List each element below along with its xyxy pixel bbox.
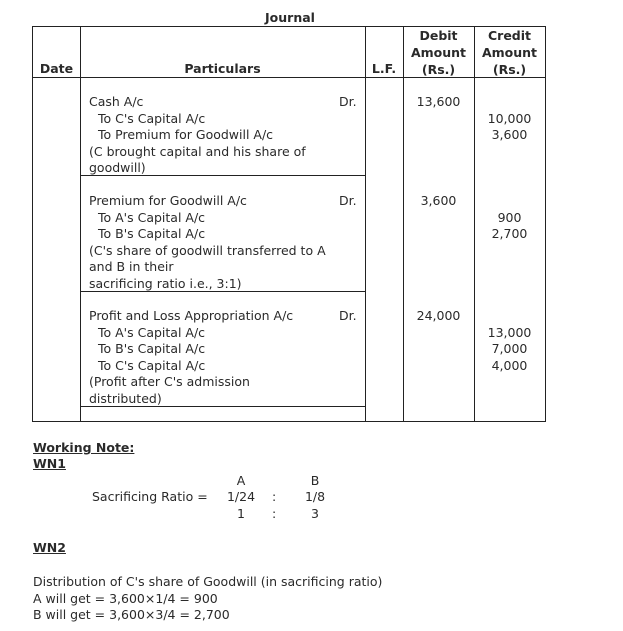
column-divider	[403, 27, 404, 421]
narration: (C's share of goodwill transferred to A	[89, 242, 326, 258]
wn1-label: WN1	[33, 456, 66, 471]
credit-account: To Premium for Goodwill A/c	[98, 127, 274, 142]
credit-amount: 900	[497, 209, 522, 225]
working-note-heading: Working Note:	[33, 440, 135, 455]
header-lf: L.F.	[371, 61, 397, 76]
credit-account: To A's Capital A/c	[98, 324, 206, 340]
debit-account: Premium for Goodwill A/c	[89, 193, 247, 208]
column-divider	[365, 27, 366, 421]
ratio-separator: :	[272, 489, 277, 504]
credit-amount: 2,700	[491, 226, 528, 241]
header-date: Date	[39, 61, 74, 76]
narration: and B in their	[89, 259, 174, 274]
wn2-description: Distribution of C's share of Goodwill (in sacrificing ratio)	[33, 574, 383, 589]
debit-amount: 13,600	[416, 94, 461, 109]
debit-account: Profit and Loss Appropriation A/c	[89, 308, 294, 323]
wn2-calculation: A will get = 3,600×1/4 = 900	[33, 591, 218, 606]
credit-account: To A's Capital A/c	[98, 209, 206, 225]
wn2-label: WN2	[33, 540, 66, 555]
ratio-col-b: B	[310, 473, 320, 488]
ratio-label: Sacrificing Ratio =	[92, 489, 208, 504]
journal-title: Journal	[265, 10, 315, 25]
column-divider	[80, 27, 81, 421]
dr-marker: Dr.	[339, 193, 357, 208]
ratio-b-value: 1/8	[304, 489, 326, 504]
narration: (C brought capital and his share of	[89, 143, 306, 159]
credit-account: To C's Capital A/c	[98, 357, 206, 373]
ratio-separator: :	[272, 506, 277, 521]
ratio-a-value: 1/24	[226, 489, 256, 504]
header-debit-amount: Debit Amount (Rs.)	[410, 28, 467, 77]
narration: distributed)	[89, 390, 162, 406]
credit-amount: 13,000	[487, 324, 532, 340]
header-credit-amount: Credit Amount (Rs.)	[481, 28, 538, 77]
ratio-a-simplified: 1	[237, 506, 245, 521]
credit-account: To B's Capital A/c	[98, 226, 206, 241]
narration: sacrificing ratio i.e., 3:1)	[89, 275, 242, 291]
narration: (Profit after C's admission	[89, 374, 250, 389]
credit-amount: 4,000	[491, 357, 528, 373]
credit-account: To B's Capital A/c	[98, 341, 206, 356]
ratio-col-a: A	[236, 473, 246, 488]
credit-amount: 7,000	[491, 341, 528, 356]
credit-amount: 3,600	[491, 127, 528, 142]
journal-table	[32, 26, 546, 422]
debit-amount: 3,600	[420, 193, 457, 208]
credit-account: To C's Capital A/c	[98, 110, 206, 126]
header-particulars: Particulars	[184, 61, 261, 76]
narration: goodwill)	[89, 160, 146, 175]
credit-amount: 10,000	[487, 110, 532, 126]
dr-marker: Dr.	[339, 308, 357, 323]
ratio-b-simplified: 3	[311, 506, 319, 521]
wn2-calculation: B will get = 3,600×3/4 = 2,700	[33, 607, 230, 622]
dr-marker: Dr.	[339, 94, 357, 109]
debit-amount: 24,000	[416, 308, 461, 323]
debit-account: Cash A/c	[89, 94, 144, 109]
